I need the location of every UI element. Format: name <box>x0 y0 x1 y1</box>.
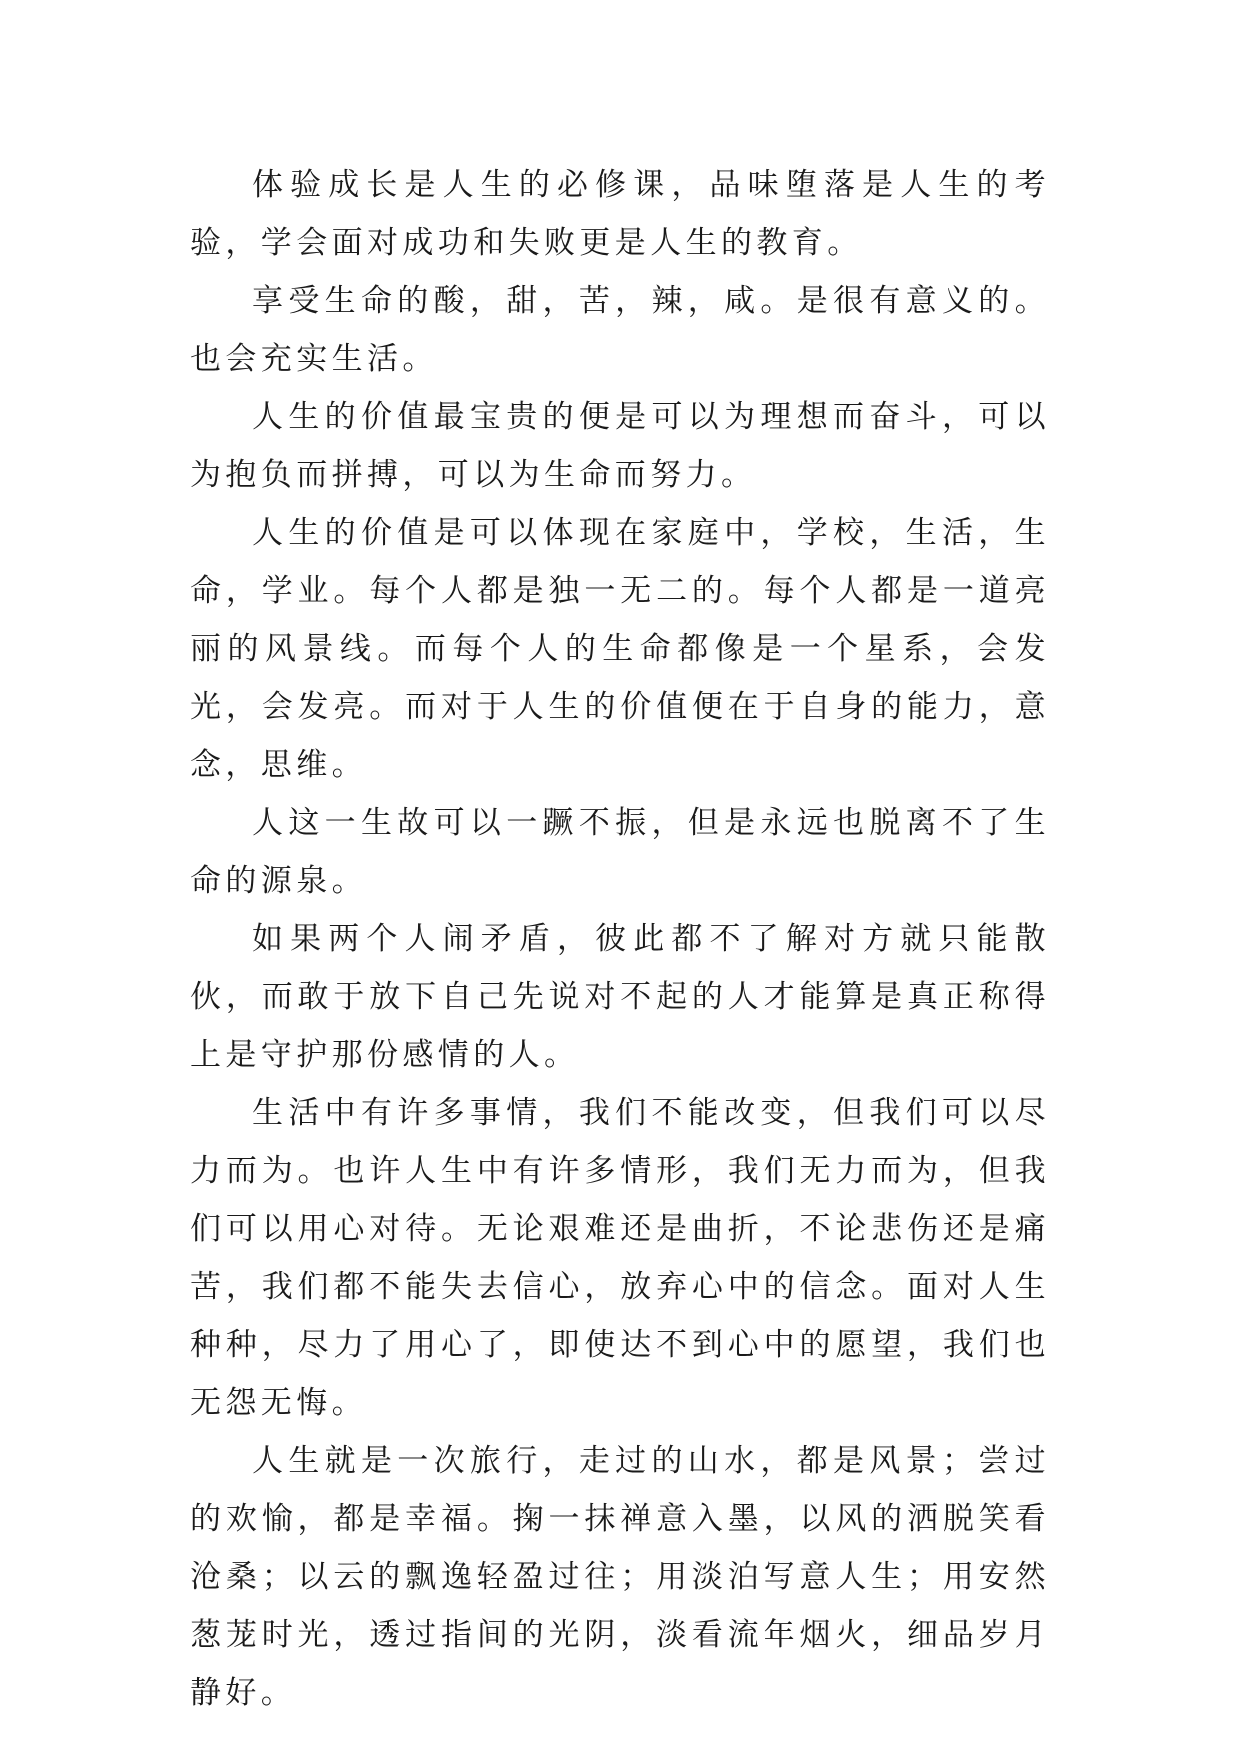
paragraph-4: 人生的价值是可以体现在家庭中，学校，生活，生命，学业。每个人都是独一无二的。每个人都是一道亮丽的风景线。而每个人的生命都像是一个星系，会发光，会发亮。而对于人生的价值便在于自身的能力，意念，思维。 <box>190 515 1050 783</box>
paragraph-6: 如果两个人闹矛盾，彼此都不了解对方就只能散伙，而敢于放下自己先说对不起的人才能算是真正称得上是守护那份感情的人。 <box>190 921 1050 1073</box>
paragraph-7: 生活中有许多事情，我们不能改变，但我们可以尽力而为。也许人生中有许多情形，我们无力而为，但我们可以用心对待。无论艰难还是曲折，不论悲伤还是痛苦，我们都不能失去信心，放弃心中的信念。面对人生种种，尽力了用心了，即使达不到心中的愿望，我们也无怨无悔。 <box>190 1095 1050 1421</box>
paragraph-8: 人生就是一次旅行，走过的山水，都是风景；尝过的欢愉，都是幸福。掬一抹禅意入墨，以风的洒脱笑看沧桑；以云的飘逸轻盈过往；用淡泊写意人生；用安然葱茏时光，透过指间的光阴，淡看流年烟火，细品岁月静好。 <box>190 1443 1050 1711</box>
paragraph-1: 体验成长是人生的必修课，品味堕落是人生的考验，学会面对成功和失败更是人生的教育。 <box>190 167 1050 261</box>
paragraph-3: 人生的价值最宝贵的便是可以为理想而奋斗，可以为抱负而拼搏，可以为生命而努力。 <box>190 399 1050 493</box>
document-body <box>190 156 1050 1722</box>
paragraph-2: 享受生命的酸，甜，苦，辣，咸。是很有意义的。也会充实生活。 <box>190 283 1050 377</box>
paragraph-5: 人这一生故可以一蹶不振，但是永远也脱离不了生命的源泉。 <box>190 805 1050 899</box>
